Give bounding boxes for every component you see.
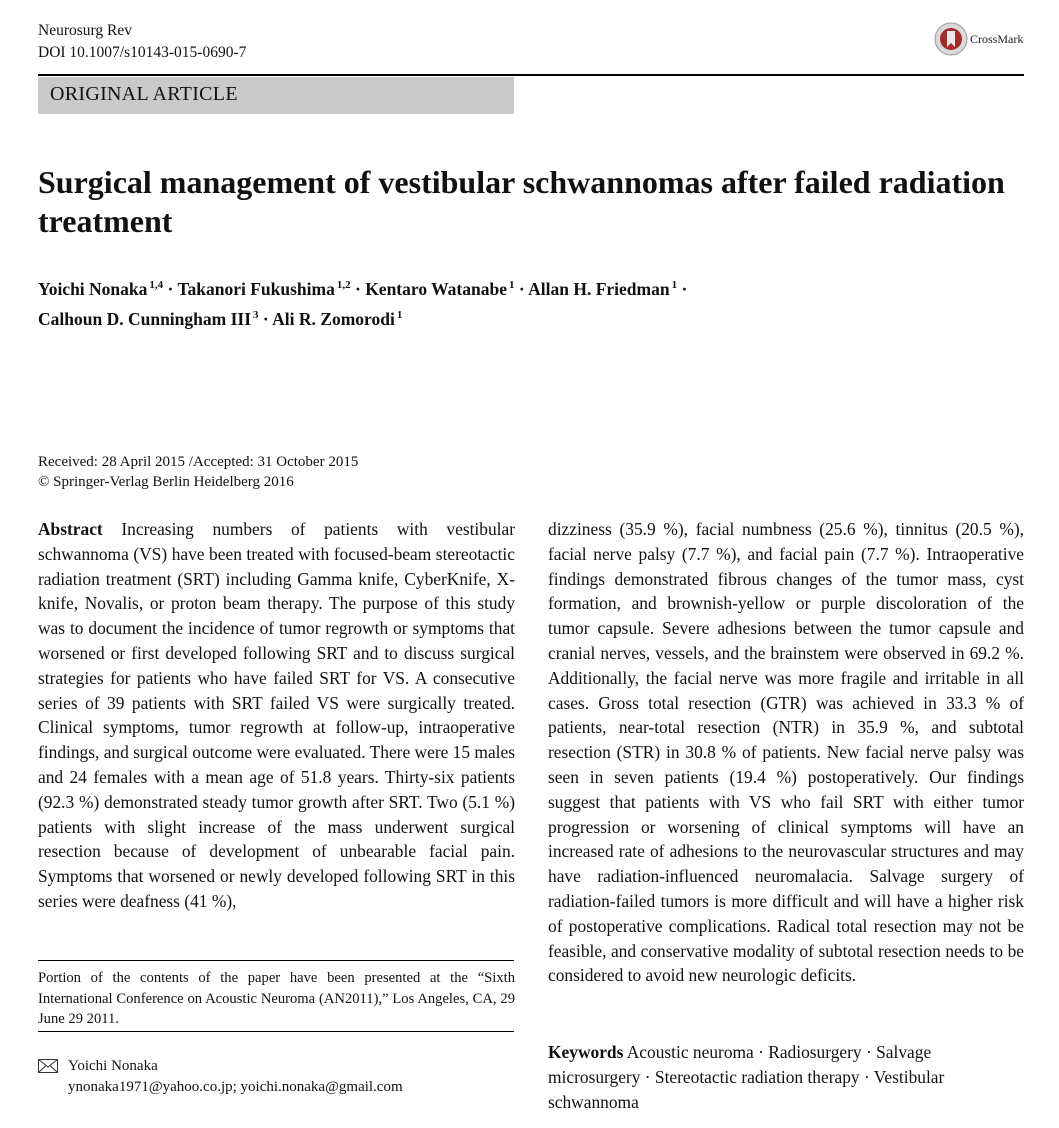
abstract-column-2: dizziness (35.9 %), facial numbness (25.6 %), tinnitus (20.5 %), facial nerve palsy (7.7 %), and facial pain (7.7 %). Intraoperative findings demonstrated fibrous changes of the tumor mass, cyst formation, and brownish-yellow or purple discoloration of the tumor capsule. Severe adhesions between the tumor capsule and cranial nerves, vessels, and the brainstem were observed in 69.2 %. Additionally, the facial nerve was more fragile and irritable in all cases. Gross total resection (GTR) was achieved in 33.3 % of patients, near-total resection (NTR) in 35.9 %, and subtotal resection (STR) in 30.8 % of patients. New facial nerve palsy was seen in seven patients (19.4 %) postoperatively. Our findings suggest that patients with VS who fail SRT with either tumor progression or worsening of clinical symptoms will have an increased rate of adhesions to the neurovascular structures and may have radiation-influenced neuromalacia. Salvage surgery of radiation-failed tumors is more difficult and will have a higher risk of postoperative complications. Radical total resection may not be feasible, and conservative modality of subtotal resection needs to be considered to avoid new neurologic deficits. bbox=[548, 519, 1024, 986]
author[interactable]: Allan H. Friedman $^1$ bbox=[528, 279, 678, 299]
envelope-icon bbox=[38, 1059, 58, 1073]
article-type-label: ORIGINAL ARTICLE bbox=[50, 83, 238, 105]
received-accepted: Received: 28 April 2015 /Accepted: 31 October 2015 bbox=[38, 454, 359, 470]
doi[interactable]: DOI 10.1007/s10143-015-0690-7 bbox=[38, 44, 247, 61]
author[interactable]: Calhoun D. Cunningham III $^3$ bbox=[38, 309, 259, 329]
abstract-label: Abstract bbox=[38, 519, 103, 539]
author[interactable]: Kentaro Watanabe $^1$ bbox=[365, 279, 515, 299]
author[interactable]: Takanori Fukushima $^{1,2}$ bbox=[177, 279, 351, 299]
article-title: Surgical management of vestibular schwannomas after failed radiation treatment bbox=[38, 164, 1005, 239]
crossmark-label: CrossMark bbox=[970, 31, 1024, 46]
keywords bbox=[548, 1040, 998, 1115]
journal-header bbox=[38, 20, 246, 64]
corresponding-author: Yoichi Nonaka bbox=[68, 1058, 158, 1074]
author-list: Yoichi Nonaka $^{1,4}$ · Takanori Fukushima $^{1,2}$ · Kentaro Watanabe $^1$ · Allan H. Friedman $^1$ · Calhoun D. Cunningham III $^3$ · Ali R. Zomorodi $^1$ bbox=[38, 279, 688, 329]
corresponding-email[interactable]: ynonaka1971@yahoo.co.jp; yoichi.nonaka@gmail.com bbox=[68, 1078, 403, 1095]
abstract-column-1 bbox=[38, 517, 515, 914]
article-dates bbox=[38, 452, 358, 492]
header-rule bbox=[38, 74, 1024, 76]
footnote: Portion of the contents of the paper have been presented at the “Sixth International Conference on Acoustic Neuroma (AN2011),” Los Angeles, CA, 29 June 29 2011. bbox=[38, 970, 515, 1027]
footnote-rule-top bbox=[38, 960, 514, 961]
article-type-banner bbox=[38, 77, 514, 114]
footnote-rule-bottom bbox=[38, 1031, 514, 1032]
copyright: © Springer-Verlag Berlin Heidelberg 2016 bbox=[38, 474, 294, 490]
journal-name: Neurosurg Rev bbox=[38, 22, 132, 39]
author[interactable]: Ali R. Zomorodi $^1$ bbox=[272, 309, 403, 329]
author[interactable]: Yoichi Nonaka $^{1,4}$ bbox=[38, 279, 164, 299]
abstract-text-part-1: Increasing numbers of patients with vestibular schwannoma (VS) have been treated with focused-beam stereotactic radiation treatment (SRT) including Gamma knife, CyberKnife, X-knife, Novalis, or proton beam therapy. The purpose of this study was to document the incidence of tumor regrowth or symptoms that worsened or first developed following SRT and to discuss surgical strategies for patients who have failed SRT for VS. A consecutive series of 39 patients with SRT failed VS were surgically treated. Clinical symptoms, tumor regrowth at follow-up, intraoperative findings, and surgical outcome were evaluated. There were 15 males and 24 females with a mean age of 51.8 years. Thirty-six patients (92.3 %) demonstrated steady tumor growth after SRT. Two (5.1 %) patients with slight increase of the mass underwent surgical resection because of development of unbearable facial pain. Symptoms that worsened or newly developed following SRT in this series were deafness (41 %), bbox=[38, 519, 515, 911]
keywords-label: Keywords bbox=[548, 1042, 624, 1062]
crossmark-badge[interactable] bbox=[934, 22, 1023, 56]
crossmark-icon bbox=[934, 22, 968, 56]
keywords-text: Acoustic neuroma · Radiosurgery · Salvage microsurgery · Stereotactic radiation therapy · Vestibular schwannoma bbox=[548, 1042, 945, 1112]
